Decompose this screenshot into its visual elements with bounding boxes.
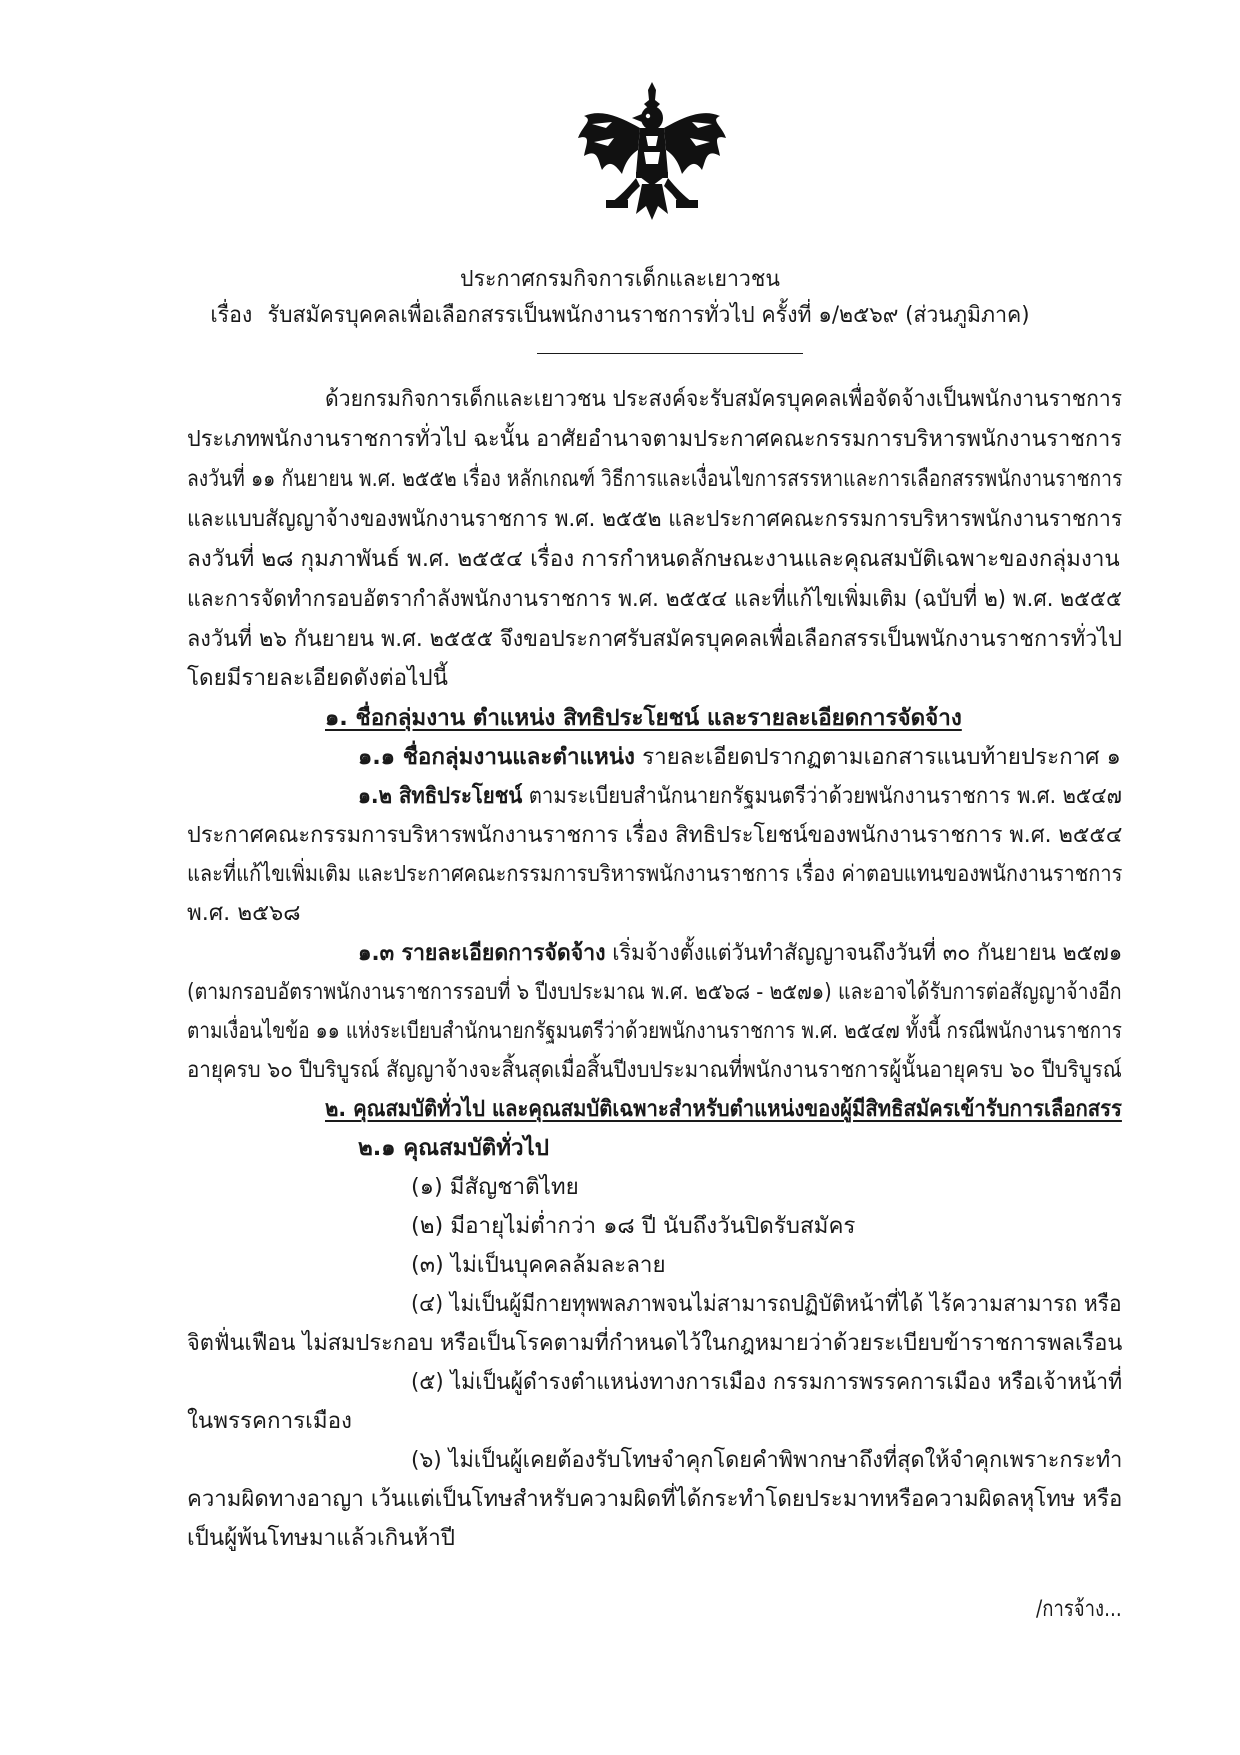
qualification-item-cont: ความผิดทางอาญา เว้นแต่เป็นโทษสำหรับความผิดที่ได้กระทำโดยประมาทหรือความผิดลหุโทษ หรือ [187,1486,1123,1512]
announcement-title: ประกาศกรมกิจการเด็กและเยาวชน [460,266,780,292]
section-2-heading: ๒. คุณสมบัติทั่วไป และคุณสมบัติเฉพาะสำหรับตำแหน่งของผู้มีสิทธิสมัครเข้ารับการเลือกสรร [325,1096,1122,1122]
page-continuation: /การจ้าง... [1036,1596,1122,1622]
qualification-item-cont: เป็นผู้พ้นโทษมาแล้วเกินห้าปี [187,1525,456,1551]
section-1-1-text: รายละเอียดปรากฏตามเอกสารแนบท้ายประกาศ ๑ [634,744,1121,770]
section-1-2-text: ตามระเบียบสำนักนายกรัฐมนตรีว่าด้วยพนักงานราชการ พ.ศ. ๒๕๔๗ [522,783,1122,809]
qualification-item: (๔) ไม่เป็นผู้มีกายทุพพลภาพจนไม่สามารถปฏิบัติหน้าที่ได้ ไร้ความสามารถ หรือ [411,1291,1122,1317]
section-1-2-label: ๑.๒ สิทธิประโยชน์ [358,783,523,809]
intro-line: ลงวันที่ ๒๖ กันยายน พ.ศ. ๒๕๕๕ จึงขอประกาศรับสมัครบุคคลเพื่อเลือกสรรเป็นพนักงานราชการทั่วไป [187,626,1122,652]
section-1-2-line: และที่แก้ไขเพิ่มเติม และประกาศคณะกรรมการบริหารพนักงานราชการ เรื่อง ค่าตอบแทนของพนักงานราชการ [187,861,1123,887]
intro-line: ลงวันที่ ๑๑ กันยายน พ.ศ. ๒๕๕๒ เรื่อง หลักเกณฑ์ วิธีการและเงื่อนไขการสรรหาและการเลือกสรรพนักงานราชการ [187,466,1123,492]
section-1-3-label: ๑.๓ รายละเอียดการจัดจ้าง [358,940,606,966]
intro-line: ด้วยกรมกิจการเด็กและเยาวชน ประสงค์จะรับสมัครบุคคลเพื่อจัดจ้างเป็นพนักงานราชการ [325,386,1123,412]
section-1-2 [358,785,1122,807]
intro-line: และแบบสัญญาจ้างของพนักงานราชการ พ.ศ. ๒๕๕๒ และประกาศคณะกรรมการบริหารพนักงานราชการ [187,506,1123,532]
section-1-3-text: เริ่มจ้างตั้งแต่วันทำสัญญาจนถึงวันที่ ๓๐ กันยายน ๒๕๗๑ [605,940,1123,966]
section-1-3-line: ตามเงื่อนไขข้อ ๑๑ แห่งระเบียบสำนักนายกรัฐมนตรีว่าด้วยพนักงานราชการ พ.ศ. ๒๕๔๗ ทั้งนี้ กรณีพนักงานราชการ [187,1018,1122,1044]
intro-line: โดยมีรายละเอียดดังต่อไปนี้ [187,665,448,691]
qualification-item-cont: จิตฟั่นเฟือน ไม่สมประกอบ หรือเป็นโรคตามที่กำหนดไว้ในกฎหมายว่าด้วยระเบียบข้าราชการพลเรือน [187,1330,1123,1356]
section-2-1-label: ๒.๑ คุณสมบัติทั่วไป [358,1135,550,1161]
qualification-item: (๓) ไม่เป็นบุคคลล้มละลาย [411,1252,666,1278]
section-1-3 [358,942,1122,964]
qualification-item: (๕) ไม่เป็นผู้ดำรงตำแหน่งทางการเมือง กรรมการพรรคการเมือง หรือเจ้าหน้าที่ [411,1369,1123,1395]
section-1-heading: ๑. ชื่อกลุ่มงาน ตำแหน่ง สิทธิประโยชน์ และรายละเอียดการจัดจ้าง [325,705,962,731]
section-1-3-line: อายุครบ ๖๐ ปีบริบูรณ์ สัญญาจ้างจะสิ้นสุดเมื่อสิ้นปีงบประมาณที่พนักงานราชการผู้นั้นอายุครบ ๖๐ ปีบริบูรณ์ [187,1057,1122,1083]
section-1-1 [358,746,1121,768]
intro-line: ประเภทพนักงานราชการทั่วไป ฉะนั้น อาศัยอำนาจตามประกาศคณะกรรมการบริหารพนักงานราชการ [187,426,1122,452]
qualification-item: (๖) ไม่เป็นผู้เคยต้องรับโทษจำคุกโดยคำพิพากษาถึงที่สุดให้จำคุกเพราะกระทำ [411,1447,1123,1473]
qualification-item: (๑) มีสัญชาติไทย [411,1174,579,1200]
section-1-1-label: ๑.๑ ชื่อกลุ่มงานและตำแหน่ง [358,744,635,770]
section-1-2-line: พ.ศ. ๒๕๖๘ [187,900,301,926]
intro-line: และการจัดทำกรอบอัตรากำลังพนักงานราชการ พ.ศ. ๒๕๕๔ และที่แก้ไขเพิ่มเติม (ฉบับที่ ๒) พ.ศ. ๒๕๕๕ [187,586,1123,612]
subject-text: รับสมัครบุคคลเพื่อเลือกสรรเป็นพนักงานราชการทั่วไป ครั้งที่ ๑/๒๕๖๙ (ส่วนภูมิภาค) [267,302,1030,328]
section-1-3-line: (ตามกรอบอัตราพนักงานราชการรอบที่ ๖ ปีงบประมาณ พ.ศ. ๒๕๖๘ - ๒๕๗๑) และอาจได้รับการต่อสัญญาจ้างอีก [187,979,1122,1005]
subject-label: เรื่อง [210,302,253,328]
header-divider [537,353,803,354]
section-1-2-line: ประกาศคณะกรรมการบริหารพนักงานราชการ เรื่อง สิทธิประโยชน์ของพนักงานราชการ พ.ศ. ๒๕๕๔ [187,822,1123,848]
qualification-item-cont: ในพรรคการเมือง [187,1408,352,1434]
announcement-subject [30,304,1210,326]
garuda-emblem-icon [572,78,732,223]
qualification-item: (๒) มีอายุไม่ต่ำกว่า ๑๘ ปี นับถึงวันปิดรับสมัคร [411,1213,856,1239]
intro-line: ลงวันที่ ๒๘ กุมภาพันธ์ พ.ศ. ๒๕๕๔ เรื่อง การกำหนดลักษณะงานและคุณสมบัติเฉพาะของกลุ่มงาน [187,546,1120,572]
